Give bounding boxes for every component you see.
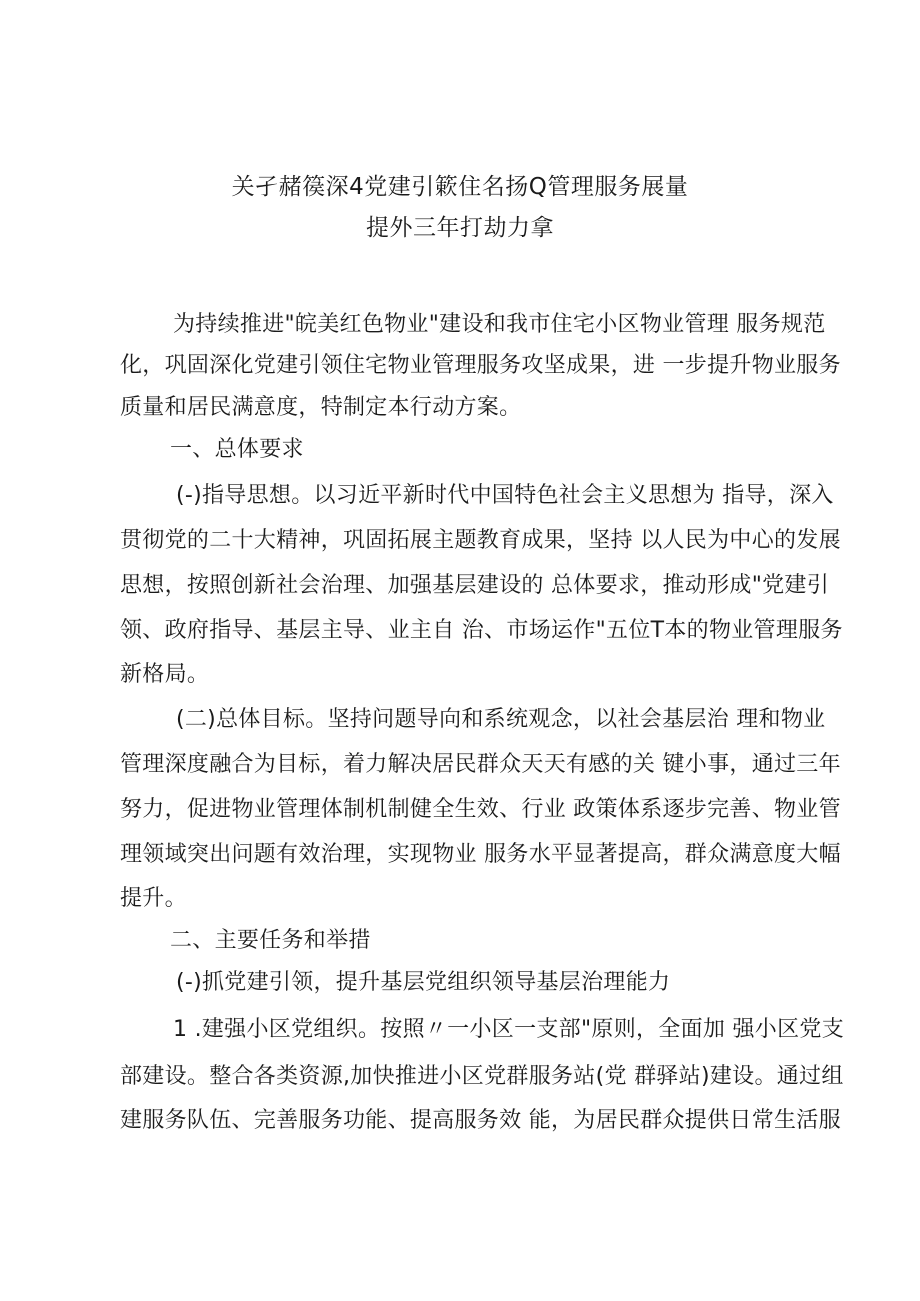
body-line-3: 质量和居民满意度，特制定本行动方案。	[120, 395, 522, 420]
body-line-7: 思想，按照创新社会治理、加强基层建设的 总体要求，推动形成"党建引	[120, 573, 830, 598]
body-line-6: 贯彻党的二十大精神，巩固拓展主题教育成果，坚持 以人民为中心的发展	[120, 528, 841, 553]
body-line-12: 努力，促进物业管理体制机制健全生效、行业 政策体系逐步完善、物业管	[120, 797, 841, 822]
body-line-18: 部建设。整合各类资源,加快推进小区党群服务站(党 群驿站)建设。通过组	[120, 1064, 844, 1089]
body-line-9: 新格局。	[120, 662, 210, 687]
body-line-17: 1 .建强小区党组织。按照〃一小区一支部"原则，全面加 强小区党支	[173, 1017, 844, 1042]
body-line-10: (二)总体目标。坚持问题导向和系统观念，以社会基层治 理和物业	[176, 707, 826, 732]
body-line-11: 管理深度融合为目标，着力解决居民群众天天有感的关 键小事，通过三年	[120, 752, 841, 777]
body-line-5: (-)指导思想。以习近平新时代中国特色社会主义思想为 指导，深入	[176, 483, 834, 508]
section-heading-2: 二、主要任务和举措	[170, 928, 371, 953]
body-line-1: 为持续推进"皖美红色物业"建设和我市住宅小区物业管理 服务规范	[173, 312, 826, 337]
body-line-19: 建服务队伍、完善服务功能、提高服务效 能，为居民群众提供日常生活服	[120, 1108, 841, 1133]
body-line-14: 提升。	[120, 886, 187, 911]
body-line-13: 理领域突出问题有效治理，实现物业 服务水平显著提高，群众满意度大幅	[120, 842, 841, 867]
body-line-2: 化，巩固深化党建引领住宅物业管理服务攻坚成果，进 一步提升物业服务	[120, 353, 841, 378]
body-line-16: (-)抓党建引领，提升基层党组织领导基层治理能力	[176, 970, 671, 995]
document-title-line-1: 关孑赭篌深4党建引簌住名扬Q管理服务展量	[231, 174, 689, 200]
section-heading-1: 一、总体要求	[170, 437, 304, 462]
document-title-line-2: 提外三年打劫力拿	[366, 215, 554, 241]
body-line-8: 领、政府指导、基层主导、业主自 治、市场运作"五位T本的物业管理服务	[120, 618, 843, 643]
